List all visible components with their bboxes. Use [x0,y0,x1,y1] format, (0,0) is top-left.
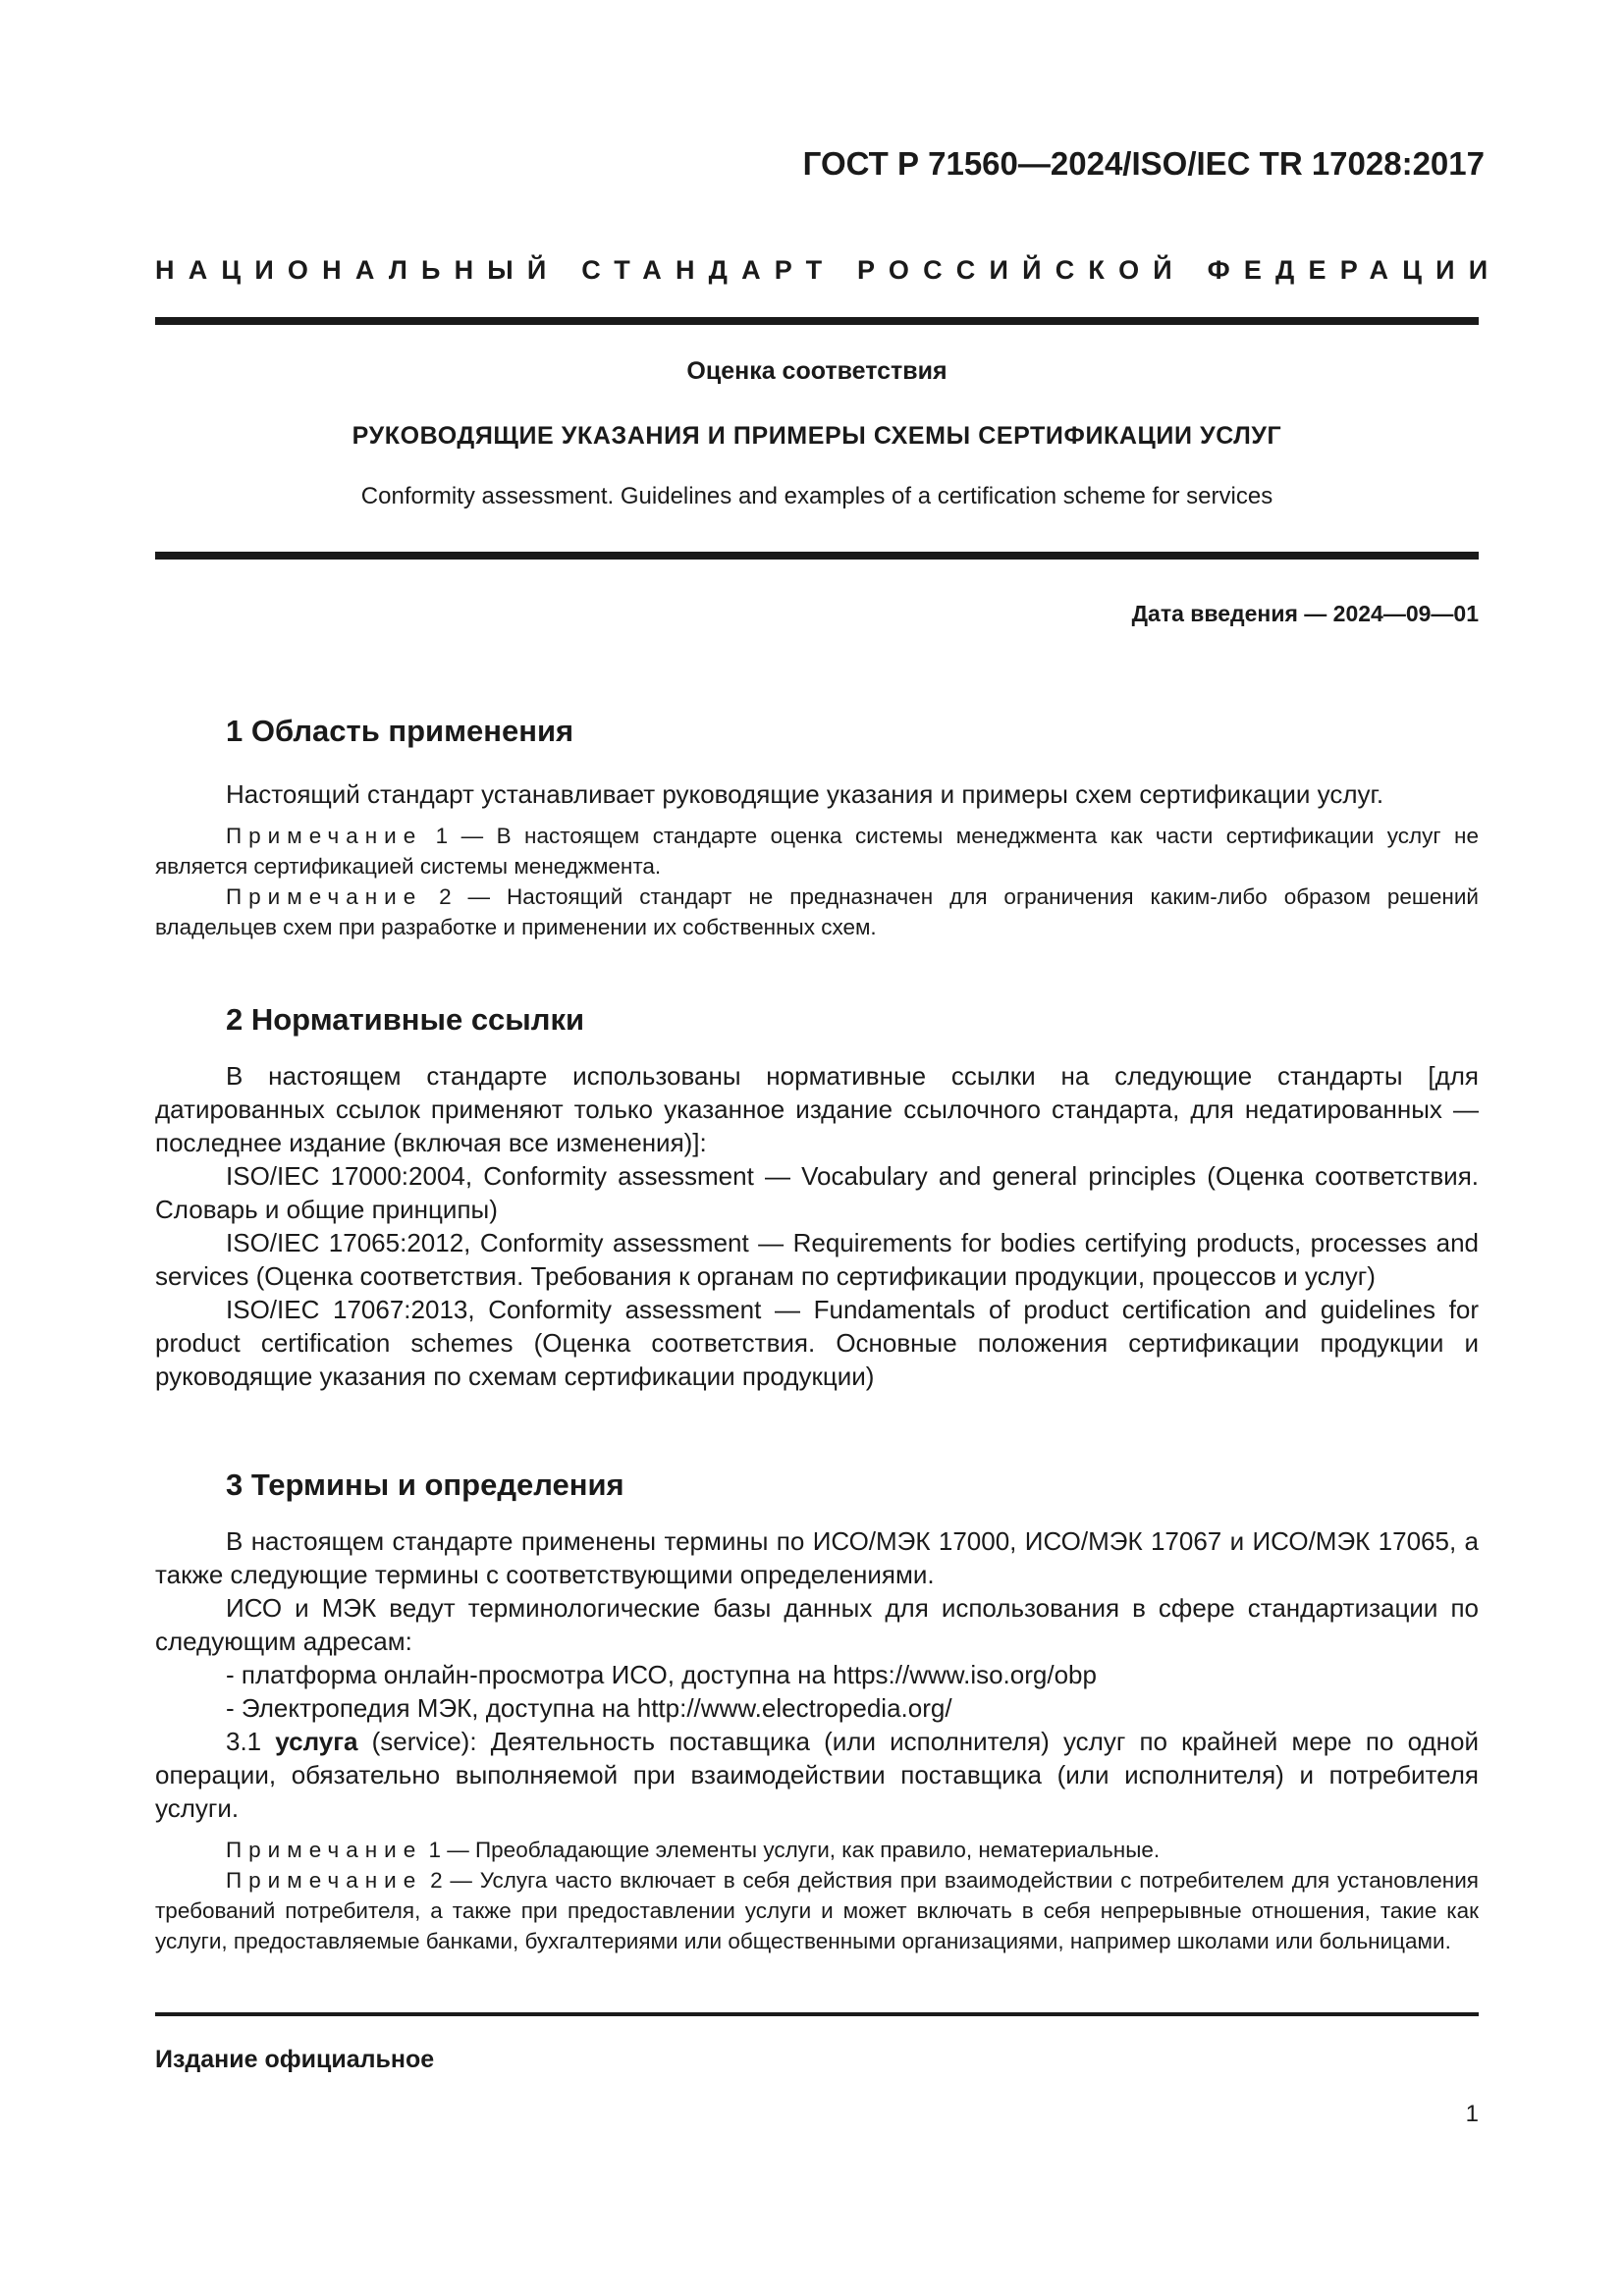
paragraph: Настоящий стандарт устанавливает руководящие указания и примеры схем сертификации услуг. [226,779,1384,809]
document-subject: Оценка соответствия [686,357,947,385]
section-heading: 3 Термины и определения [226,1468,624,1502]
reference-item: ISO/IEC 17067:2013, Conformity assessment — Fundamentals of product certification and guidelines for product certification schemes (Оценка соответствия. Основные положения сертификации продукции и руководящие указания по схемам сертификации продукции) [155,1295,1479,1391]
note-text: 1 — В настоящем стандарте оценка системы менеджмента как части сертификации услуг не является сертификацией системы менеджмента. [155,824,1479,879]
note-text: 1 — Преобладающие элементы услуги, как правило, нематериальные. [422,1838,1161,1862]
list-item: - платформа онлайн-просмотра ИСО, доступна на https://www.iso.org/obp [226,1660,1097,1689]
standard-code: ГОСТ Р 71560—2024/ISO/IEC TR 17028:2017 [802,145,1485,182]
paragraph: В настоящем стандарте использованы нормативные ссылки на следующие стандарты [для датированных ссылок применяют только указанное издание ссылочного стандарта, для недатированных — последнее издание (включая все изменения)]: [155,1061,1479,1157]
section-heading: 1 Область применения [226,714,574,748]
reference-item: ISO/IEC 17000:2004, Conformity assessment — Vocabulary and general principles (Оценка соответствия. Словарь и общие принципы) [155,1161,1479,1224]
section-terms-definitions [155,1468,1479,1956]
note-label: Примечание [226,1838,423,1862]
note-label: Примечание [226,884,423,909]
official-edition-label: Издание официальное [155,2046,435,2073]
section-heading: 2 Нормативные ссылки [226,1002,585,1037]
title-bottom-rule [155,552,1479,560]
term-text: (service): Деятельность поставщика (или исполнителя) услуг по крайней мере по одной операции, обязательно выполняемой при взаимодействии поставщика (или исполнителя) и потребителя услуги. [155,1727,1479,1823]
section-normative-references [155,1002,1479,1393]
page-number: 1 [1465,2101,1479,2127]
note-label: Примечание [226,1868,423,1893]
note [155,821,1479,881]
introduction-date: Дата введения — 2024—09—01 [1131,601,1479,626]
term-definition [155,1725,1479,1825]
footer-rule [155,2012,1479,2016]
note [155,881,1479,942]
list-item: - Электропедия МЭК, доступна на http://www.electropedia.org/ [226,1693,952,1723]
paragraph: В настоящем стандарте применены термины по ИСО/МЭК 17000, ИСО/МЭК 17067 и ИСО/МЭК 17065, а также следующие термины с соответствующими определениями. [155,1526,1479,1589]
term-word: услуга [275,1727,358,1756]
top-rule [155,317,1479,325]
document-title-ru: РУКОВОДЯЩИЕ УКАЗАНИЯ И ПРИМЕРЫ СХЕМЫ СЕРТИФИКАЦИИ УСЛУГ [352,422,1282,450]
reference-item: ISO/IEC 17065:2012, Conformity assessment — Requirements for bodies certifying products, processes and services (Оценка соответствия. Требования к органам по сертификации продукции, процессов и услуг) [155,1228,1479,1291]
section-scope [155,714,1479,942]
note [155,1865,1479,1956]
paragraph: ИСО и МЭК ведут терминологические базы данных для использования в сфере стандартизации по следующим адресам: [155,1593,1479,1656]
note-text: 2 — Настоящий стандарт не предназначен для ограничения каким-либо образом решений владельцев схем при разработке и применении их собственных схем. [155,884,1479,939]
term-number: 3.1 [226,1727,276,1756]
national-standard-banner: НАЦИОНАЛЬНЫЙ СТАНДАРТ РОССИЙСКОЙ ФЕДЕРАЦИИ [155,255,1502,285]
document-title-en: Conformity assessment. Guidelines and examples of a certification scheme for services [360,483,1273,509]
note-text: 2 — Услуга часто включает в себя действия при взаимодействии с потребителем для установления требований потребителя, а также при предоставлении услуги и может включать в себя непрерывные отношения, такие как услуги, предоставляемые банками, бухгалтериями или общественными организациями, например школами или больницами. [155,1868,1479,1953]
note [155,1835,1479,1865]
note-label: Примечание [226,824,423,848]
